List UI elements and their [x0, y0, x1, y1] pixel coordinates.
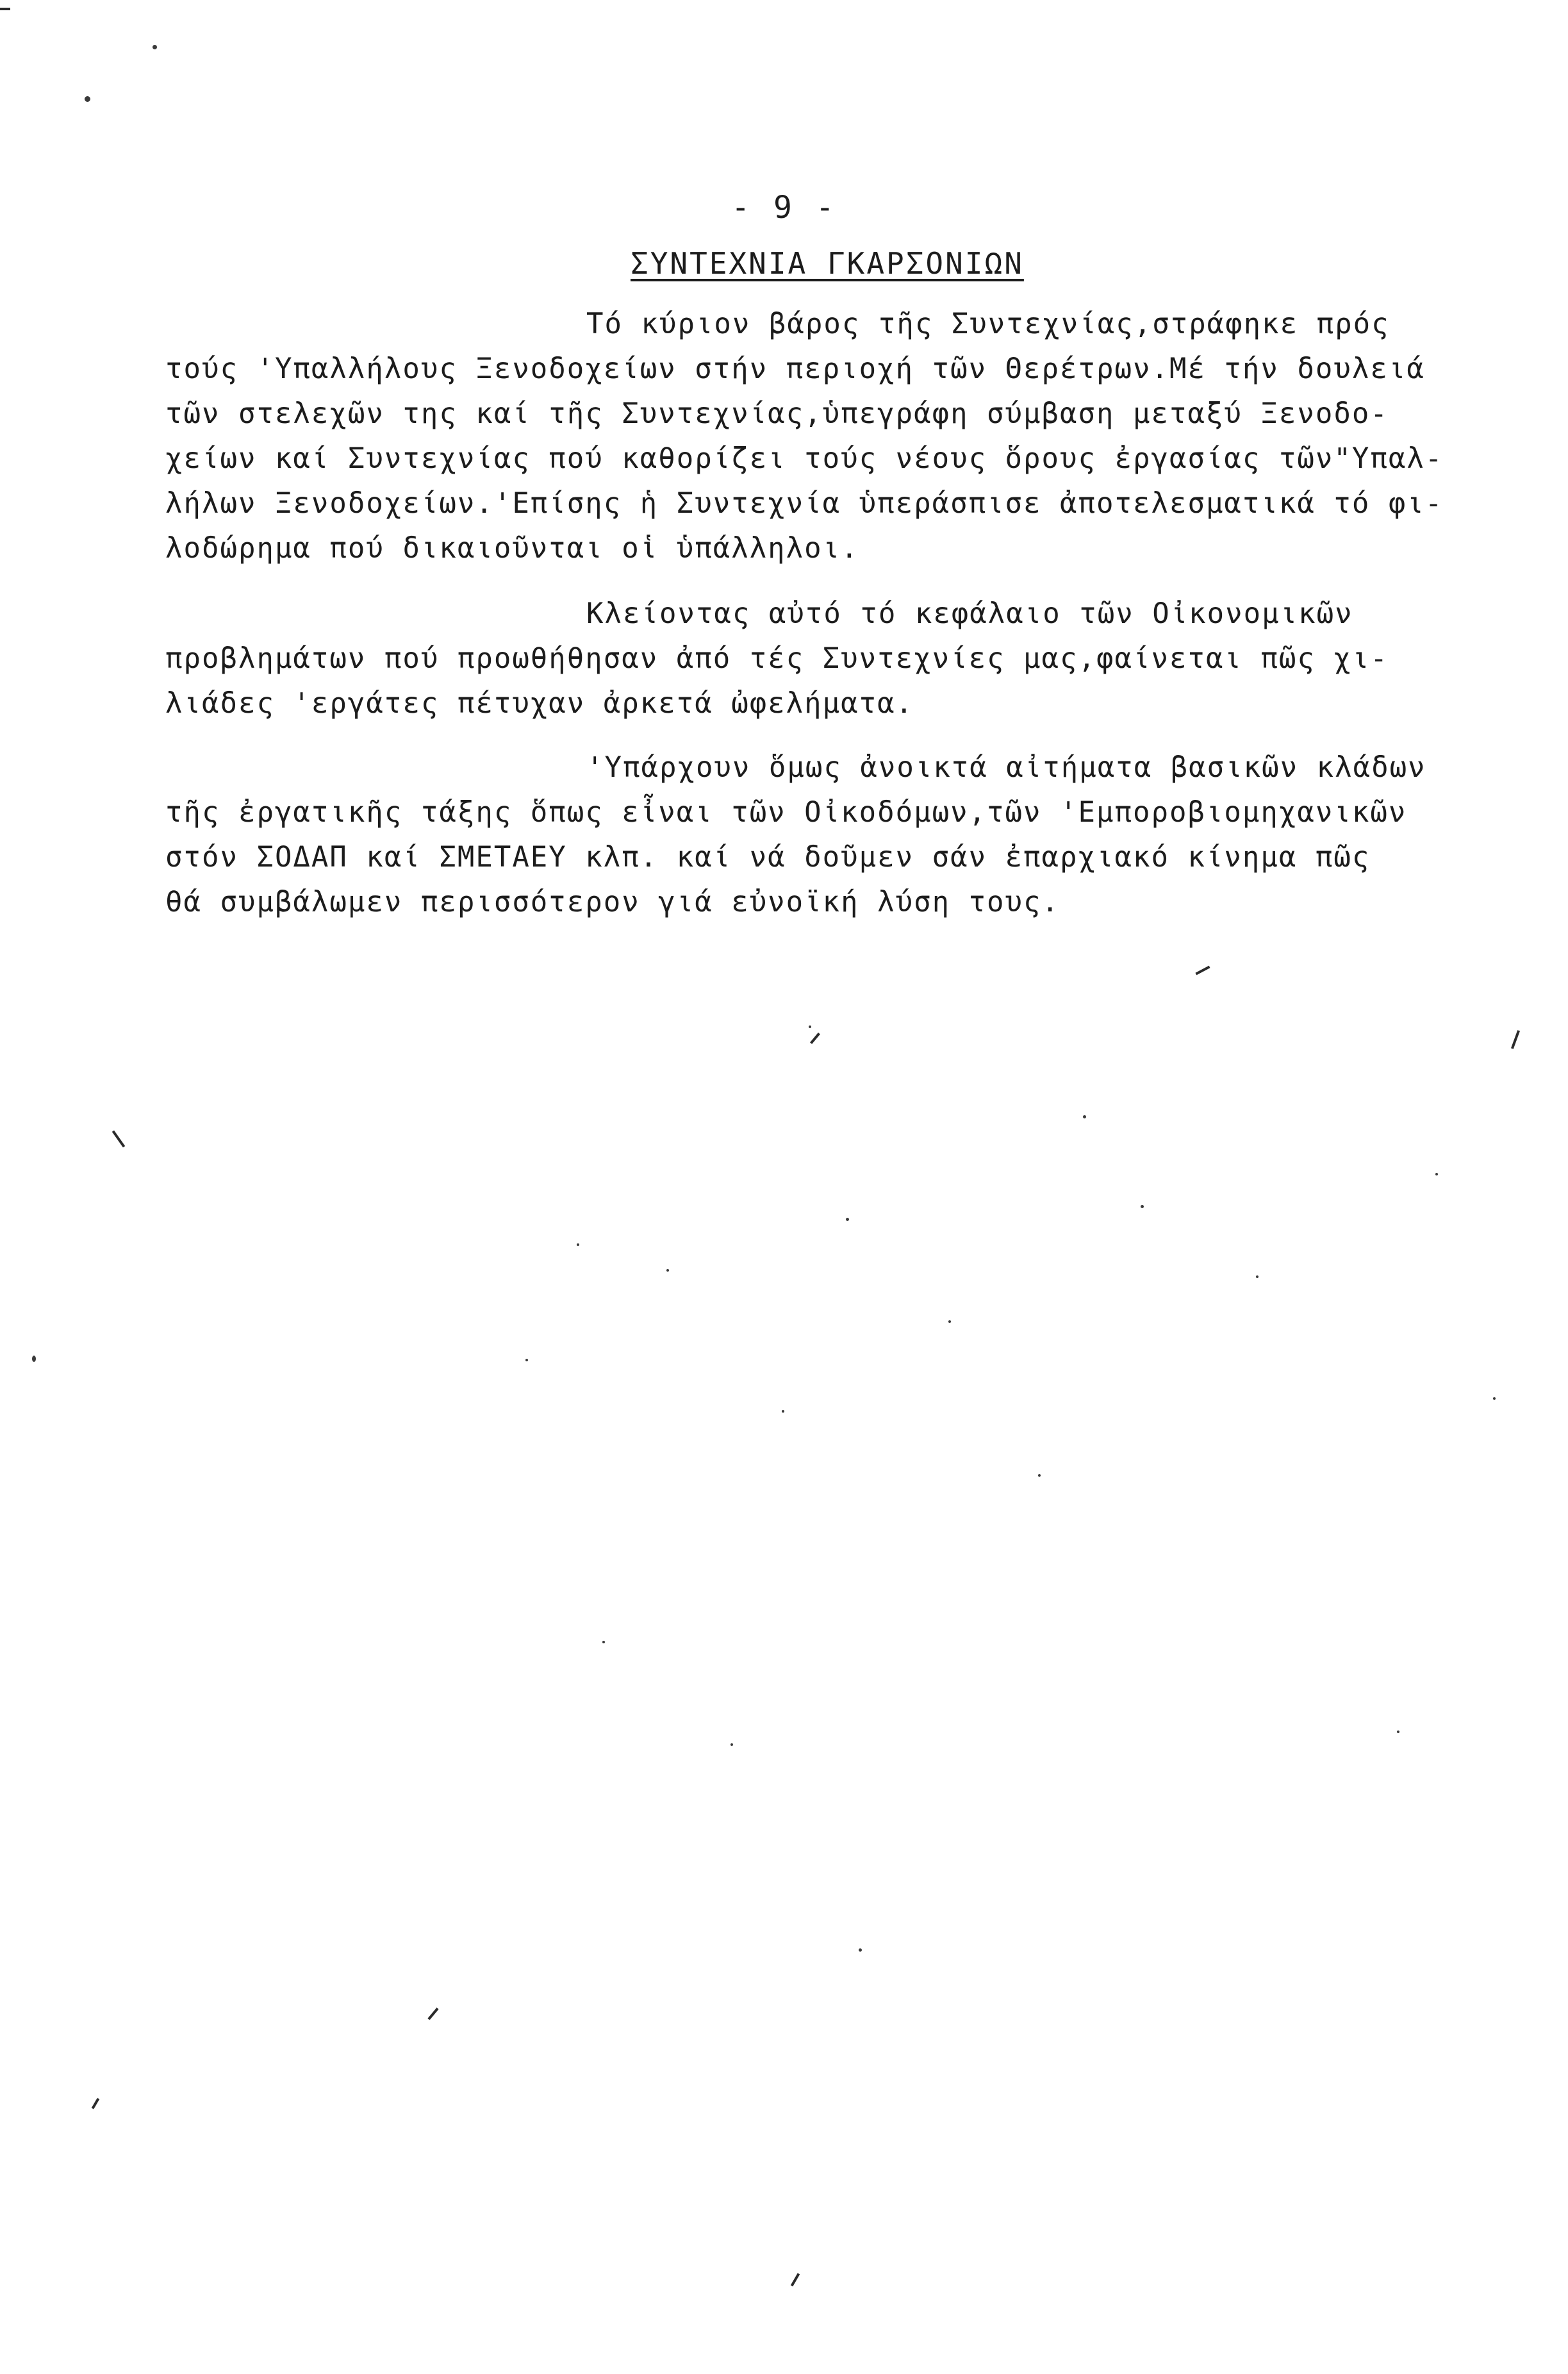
scan-mark — [948, 1320, 951, 1323]
text-line: τούς 'Υπαλλήλους Ξενοδοχείων στήν περιοχή τῶν Θερέτρων.Μέ τήν δουλειά — [165, 353, 1425, 385]
scan-mark — [1435, 1173, 1438, 1175]
scan-mark — [846, 1218, 849, 1221]
scan-mark — [859, 1948, 862, 1952]
scan-mark — [32, 1356, 36, 1362]
scan-mark — [1256, 1275, 1259, 1278]
text-line: Κλείοντας αὐτό τό κεφάλαιο τῶν Οἰκονομικῶν — [586, 597, 1353, 630]
text-line: προβλημάτων πού προωθήθησαν ἀπό τές Συντεχνίες μας,φαίνεται πῶς χι- — [165, 642, 1389, 675]
scan-mark — [1397, 1731, 1399, 1733]
scan-mark — [809, 1025, 811, 1028]
scan-mark — [1038, 1474, 1041, 1477]
text-line: 'Υπάρχουν ὅμως ἀνοικτά αἰτήματα βασικῶν κλάδων — [586, 751, 1426, 784]
scan-mark — [85, 96, 90, 102]
scan-mark — [791, 2273, 800, 2286]
scan-mark — [1083, 1115, 1086, 1118]
scan-mark — [1493, 1397, 1496, 1400]
text-line: λήλων Ξενοδοχείων.'Επίσης ἡ Συντεχνία ὑπεράσπισε ἀποτελεσματικά τό φι- — [165, 487, 1444, 520]
scan-mark — [0, 8, 10, 10]
text-line: τῶν στελεχῶν της καί τῆς Συντεχνίας,ὑπεγράφη σύμβαση μεταξύ Ξενοδο- — [165, 397, 1389, 430]
scan-mark — [1195, 966, 1210, 975]
scan-mark — [782, 1410, 784, 1413]
scan-mark — [810, 1033, 820, 1044]
scan-mark — [730, 1743, 733, 1746]
text-line: τῆς ἐργατικῆς τάξης ὅπως εἶναι τῶν Οἰκοδόμων,τῶν 'Εμποροβιομηχανικῶν — [165, 796, 1407, 829]
text-line: θά συμβάλωμεν περισσότερον γιά εὐνοϊκή λύση τους. — [165, 886, 1060, 918]
scan-mark — [112, 1131, 125, 1148]
text-line: χείων καί Συντεχνίας πού καθορίζει τούς νέους ὅρους ἐργασίας τῶν"Υπαλ- — [165, 442, 1444, 475]
scan-mark — [525, 1359, 528, 1361]
text-line: Τό κύριον βάρος τῆς Συντεχνίας,στράφηκε πρός — [586, 308, 1390, 340]
scan-mark — [1141, 1205, 1144, 1208]
scan-mark — [602, 1641, 605, 1643]
scan-mark — [92, 2098, 99, 2109]
text-line: λοδώρημα πού δικαιοῦνται οἱ ὑπάλληλοι. — [165, 532, 859, 565]
scan-mark — [153, 45, 157, 49]
scan-mark — [1511, 1030, 1520, 1049]
scan-mark — [577, 1243, 579, 1246]
scan-mark — [666, 1269, 669, 1272]
text-line: λιάδες 'εργάτες πέτυχαν ἀρκετά ὠφελήματα. — [165, 687, 914, 720]
page-number: - 9 - — [731, 190, 837, 226]
scan-mark — [427, 2007, 438, 2020]
text-line: στόν ΣΟΔΑΠ καί ΣΜΕΤΑΕΥ κλπ. καί νά δοῦμεν σάν ἐπαρχιακό κίνημα πῶς — [165, 841, 1371, 874]
section-title: ΣΥΝΤΕΧΝΙΑ ΓΚΑΡΣΟΝΙΩΝ — [631, 246, 1024, 281]
